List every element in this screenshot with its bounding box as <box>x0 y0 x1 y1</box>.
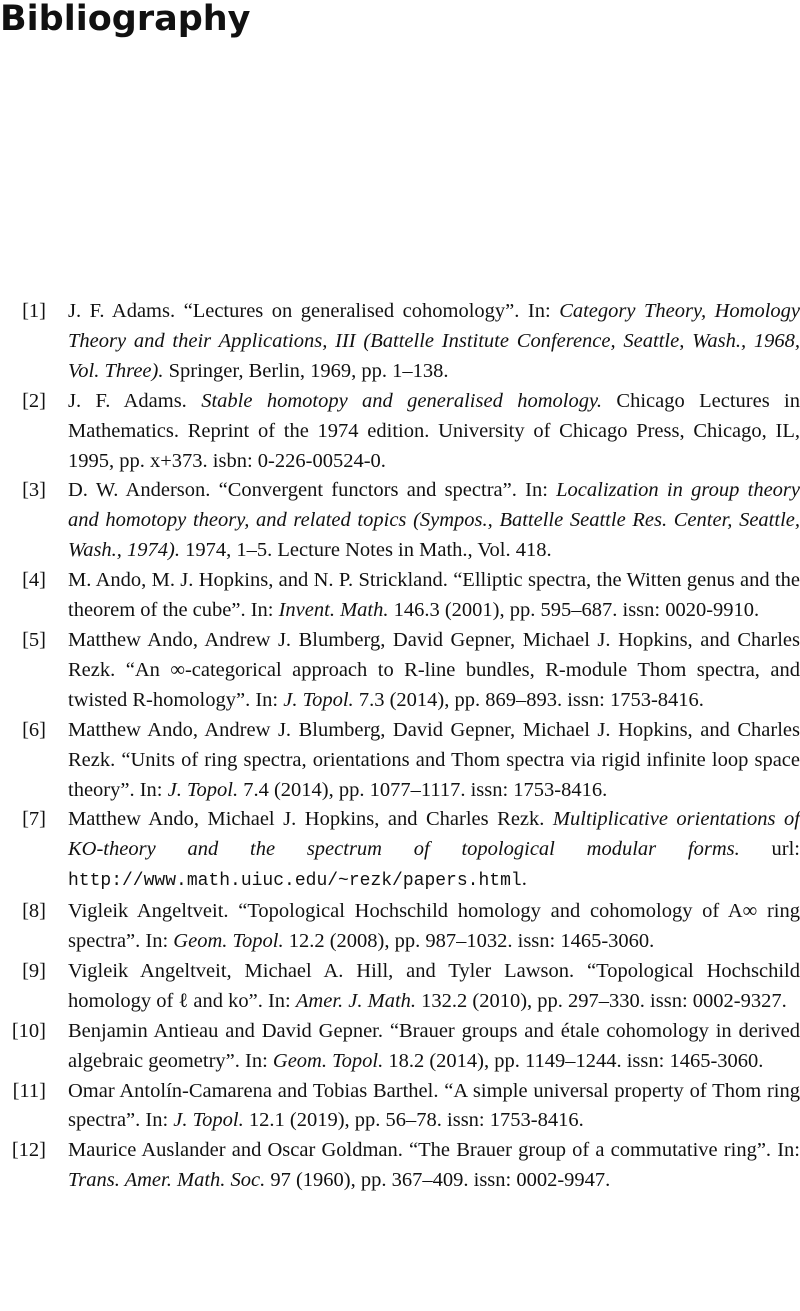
reference-entry <box>0 387 800 477</box>
reference-number: [11] <box>12 1079 46 1102</box>
reference-venue: Amer. J. Math. <box>295 989 417 1012</box>
bibliography-list <box>0 297 800 1196</box>
reference-text: Maurice Auslander and Oscar Goldman. “The Brauer group of a commutative ring”. In: Trans. Amer. Math. Soc. 97 (1960), pp. 367–409. issn: 0002-9947. <box>68 1139 800 1192</box>
reference-venue: J. Topol. <box>283 688 354 711</box>
reference-number: [10] <box>11 1019 46 1042</box>
reference-entry <box>0 957 800 1017</box>
reference-venue: Stable homotopy and generalised homology. <box>201 389 603 412</box>
reference-entry <box>0 566 800 626</box>
reference-number: [5] <box>22 628 46 651</box>
reference-text: J. F. Adams. “Lectures on generalised cohomology”. In: Category Theory, Homology Theory and their Applications, III (Battelle Institute Conference, Seattle, Wash., 1968, Vol. Three). Springer, Berlin, 1969, pp. 1–138. <box>68 300 800 382</box>
reference-text: Omar Antolín-Camarena and Tobias Barthel. “A simple universal property of Thom ring spectra”. In: J. Topol. 12.1 (2019), pp. 56–78. issn: 1753-8416. <box>68 1079 800 1132</box>
reference-number: [1] <box>22 300 46 322</box>
reference-entry <box>0 297 800 387</box>
reference-entry <box>0 897 800 957</box>
reference-venue: Invent. Math. <box>278 599 389 622</box>
reference-venue: J. Topol. <box>167 778 239 801</box>
reference-entry <box>0 1017 800 1077</box>
reference-text: Vigleik Angeltveit, Michael A. Hill, and Tyler Lawson. “Topological Hochschild homology of ℓ and ko”. In: Amer. J. Math. 132.2 (2010), pp. 297–330. issn: 0002-9327. <box>68 959 800 1012</box>
reference-entry <box>0 626 800 716</box>
reference-entry <box>0 716 800 806</box>
reference-venue: Trans. Amer. Math. Soc. <box>68 1169 266 1192</box>
reference-entry <box>0 805 800 897</box>
reference-entry <box>0 1077 800 1137</box>
reference-number: [2] <box>22 389 46 412</box>
page-title: Bibliography <box>0 0 251 39</box>
reference-number: [12] <box>11 1139 46 1162</box>
reference-text: Matthew Ando, Andrew J. Blumberg, David Gepner, Michael J. Hopkins, and Charles Rezk. “An ∞-categorical approach to R-line bundles, R-module Thom spectra, and twisted R-homology”. In: J. Topol. 7.3 (2014), pp. 869–893. issn: 1753-8416. <box>68 628 800 711</box>
reference-text: Matthew Ando, Andrew J. Blumberg, David Gepner, Michael J. Hopkins, and Charles Rezk. “Units of ring spectra, orientations and Thom spectra via rigid infinite loop space theory”. In: J. Topol. 7.4 (2014), pp. 1077–1117. issn: 1753-8416. <box>68 718 800 801</box>
reference-number: [6] <box>22 718 46 741</box>
reference-entry <box>0 1136 800 1196</box>
reference-number: [9] <box>22 959 46 982</box>
reference-venue: Geom. Topol. <box>272 1049 384 1072</box>
reference-text: Vigleik Angeltveit. “Topological Hochschild homology and cohomology of A∞ ring spectra”. In: Geom. Topol. 12.2 (2008), pp. 987–1032. issn: 1465-3060. <box>68 900 800 953</box>
reference-number: [4] <box>22 569 46 592</box>
reference-text: M. Ando, M. J. Hopkins, and N. P. Strickland. “Elliptic spectra, the Witten genus and the theorem of the cube”. In: Invent. Math. 146.3 (2001), pp. 595–687. issn: 0020-9910. <box>68 569 800 622</box>
reference-venue: Multiplicative orientations of KO-theory and the spectrum of topological modular forms. <box>68 808 800 861</box>
reference-number: [8] <box>22 900 46 923</box>
reference-text: Benjamin Antieau and David Gepner. “Brauer groups and étale cohomology in derived algebraic geometry”. In: Geom. Topol. 18.2 (2014), pp. 1149–1244. issn: 1465-3060. <box>68 1019 800 1072</box>
reference-text: Matthew Ando, Michael J. Hopkins, and Charles Rezk. Multiplicative orientations of KO-theory and the spectrum of topological modular forms. url: http://www.math.uiuc.edu/~rezk/papers.html. <box>68 808 800 892</box>
reference-venue: Category Theory, Homology Theory and their Applications, III (Battelle Institute Conference, Seattle, Wash., 1968, Vol. Three). <box>68 300 800 382</box>
reference-venue: Geom. Topol. <box>173 930 284 953</box>
reference-number: [7] <box>22 808 46 831</box>
reference-entry <box>0 476 800 566</box>
reference-url-link[interactable]: http://www.math.uiuc.edu/~rezk/papers.html <box>68 871 522 892</box>
reference-venue: J. Topol. <box>173 1109 244 1132</box>
reference-number: [3] <box>22 479 46 502</box>
reference-text: J. F. Adams. Stable homotopy and generalised homology. Chicago Lectures in Mathematics. Reprint of the 1974 edition. University of Chicago Press, Chicago, IL, 1995, pp. x+373. isbn: 0-226-00524-0. <box>68 389 800 472</box>
reference-text: D. W. Anderson. “Convergent functors and spectra”. In: Localization in group theory and homotopy theory, and related topics (Sympos., Battelle Seattle Res. Center, Seattle, Wash., 1974). 1974, 1–5. Lecture Notes in Math., Vol. 418. <box>68 479 800 562</box>
reference-venue: Localization in group theory and homotopy theory, and related topics (Sympos., Battelle Seattle Res. Center, Seattle, Wash., 1974). <box>68 479 800 562</box>
